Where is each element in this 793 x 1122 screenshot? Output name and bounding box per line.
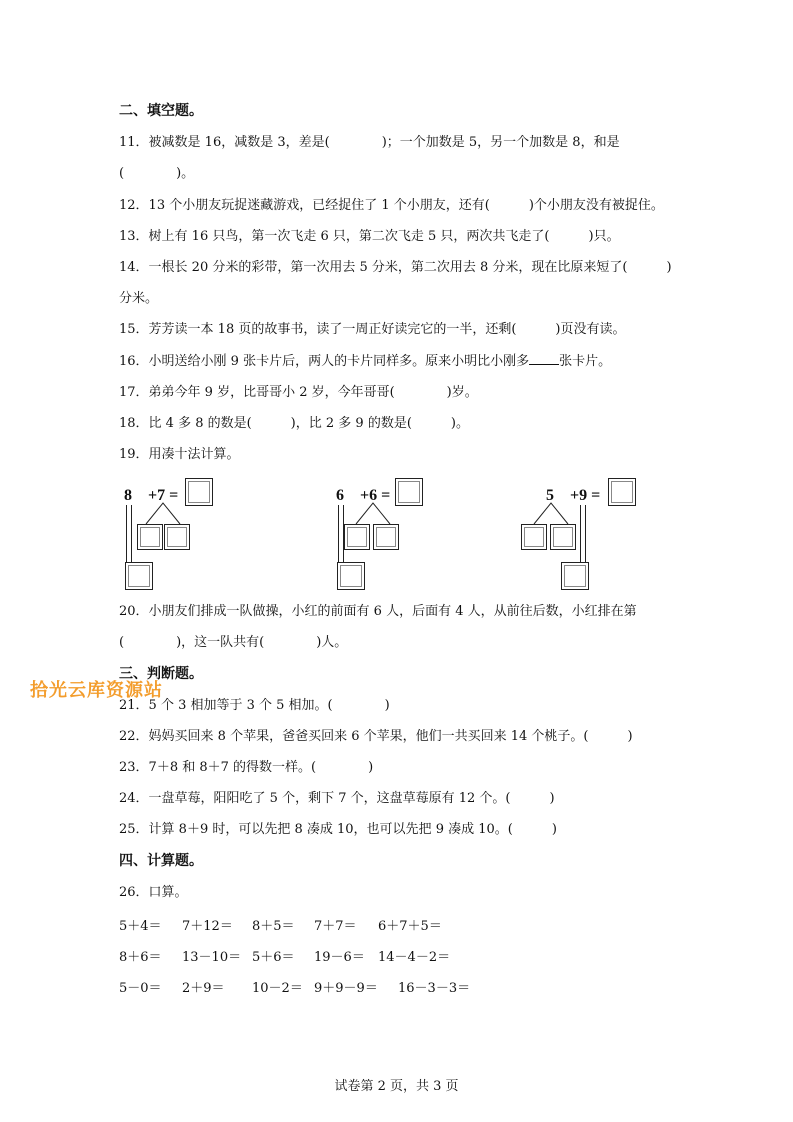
- calc-item: 6＋7＋5＝: [378, 919, 442, 934]
- split-box[interactable]: [521, 524, 547, 550]
- section4-heading: 四、计算题。: [119, 853, 203, 869]
- question-24: 24．一盘草莓，阳阳吃了 5 个，剩下 7 个，这盘草莓原有 12 个。( ): [119, 791, 555, 806]
- question-21: 21．5 个 3 相加等于 3 个 5 相加。( ): [119, 698, 390, 713]
- calc-item: 8＋5＝: [252, 919, 295, 934]
- question-11-line1: 11．被减数是 16，减数是 3，差是( )；一个加数是 5，另一个加数是 8，和是: [119, 135, 620, 150]
- calc-item: 7＋12＝: [182, 919, 233, 934]
- question-23: 23．7＋8 和 8＋7 的得数一样。( ): [119, 760, 374, 775]
- question-25: 25．计算 8＋9 时，可以先把 8 凑成 10，也可以先把 9 凑成 10。( ): [119, 822, 557, 837]
- calc-item: 10－2＝: [252, 981, 303, 996]
- section2-heading: 二、填空题。: [119, 103, 203, 119]
- page-footer: 试卷第 2 页，共 3 页: [334, 1079, 459, 1094]
- result-box[interactable]: [561, 562, 589, 590]
- question-20-line2: ( )，这一队共有( )人。: [119, 635, 348, 650]
- watermark-text: 拾光云库资源站: [30, 680, 163, 701]
- equation-2: 6 +6 =: [336, 487, 391, 504]
- calc-item: 5＋6＝: [252, 950, 295, 965]
- question-26: 26．口算。: [119, 885, 188, 900]
- calc-item: 8＋6＝: [119, 950, 162, 965]
- calc-item: 13－10＝: [182, 950, 242, 965]
- question-12: 12．13 个小朋友玩捉迷藏游戏，已经捉住了 1 个小朋友，还有( )个小朋友没有被捉住。: [119, 198, 664, 213]
- question-14-line1: 14．一根长 20 分米的彩带，第一次用去 5 分米，第二次用去 8 分米，现在比原来短了( ): [119, 260, 672, 275]
- question-19: 19．用凑十法计算。: [119, 447, 240, 462]
- calc-item: 16－3－3＝: [398, 981, 471, 996]
- equation-1: 8 +7 =: [124, 487, 179, 504]
- split-box[interactable]: [550, 524, 576, 550]
- question-11-line2: ( )。: [119, 166, 195, 181]
- equation-3: 5 +9 =: [546, 487, 601, 504]
- question-17: 17．弟弟今年 9 岁，比哥哥小 2 岁，今年哥哥( )岁。: [119, 385, 478, 400]
- question-22: 22．妈妈买回来 8 个苹果，爸爸买回来 6 个苹果，他们一共买回来 14 个桃子。( ): [119, 729, 633, 744]
- question-14-line2: 分米。: [119, 291, 159, 306]
- question-16-suffix: 张卡片。: [559, 354, 612, 369]
- question-20-line1: 20．小朋友们排成一队做操，小红的前面有 6 人，后面有 4 人，从前往后数，小红排在第: [119, 604, 637, 619]
- calc-item: 5＋4＝: [119, 919, 162, 934]
- section3-heading: 三、判断题。: [119, 666, 203, 682]
- question-18: 18．比 4 多 8 的数是( )，比 2 多 9 的数是( )。: [119, 416, 469, 431]
- calc-item: 5－0＝: [119, 981, 162, 996]
- calc-item: 9＋9－9＝: [314, 981, 378, 996]
- question-13: 13．树上有 16 只鸟，第一次飞走 6 只，第二次飞走 5 只，两次共飞走了( )只。: [119, 229, 620, 244]
- calc-item: 2＋9＝: [182, 981, 225, 996]
- calc-item: 19－6＝: [314, 950, 365, 965]
- calc-item: 14－4－2＝: [378, 950, 451, 965]
- question-16-text: 16．小明送给小刚 9 张卡片后，两人的卡片同样多。原来小明比小刚多: [119, 354, 530, 369]
- question-15: 15．芳芳读一本 18 页的故事书，读了一周正好读完它的一半，还剩( )页没有读。: [119, 322, 626, 337]
- calc-item: 7＋7＝: [314, 919, 357, 934]
